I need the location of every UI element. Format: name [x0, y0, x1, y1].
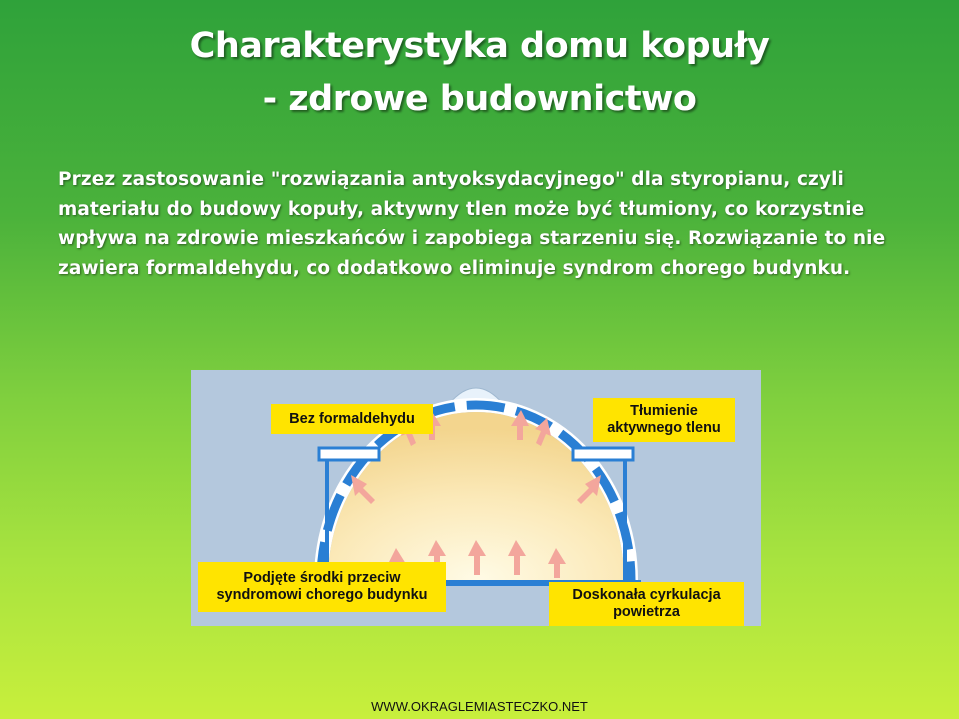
label-no-formaldehyde: Bez formaldehydu: [271, 404, 433, 434]
label-sick-building-measures: Podjęte środki przeciw syndromowi chorego budynku: [198, 562, 446, 612]
dome-diagram: [191, 370, 761, 626]
page-subtitle: - zdrowe budownictwo: [262, 79, 697, 119]
page-title: Charakterystyka domu kopuły: [189, 26, 770, 66]
footer-url: WWW.OKRAGLEMIASTECZKO.NET: [371, 699, 588, 714]
description-paragraph: Przez zastosowanie "rozwiązania antyoksydacyjnego" dla styropianu, czyli materiału do budowy kopuły, aktywny tlen może być tłumiony, co korzystnie wpływa na zdrowie mieszkańców i zapobiega starzeniu się. Rozwiązanie to nie zawiera formaldehydu, co dodatkowo eliminuje syndrom chorego budynku.: [58, 169, 886, 279]
label-air-circulation: Doskonała cyrkulacja powietrza: [549, 582, 744, 626]
label-oxygen-suppression: Tłumienie aktywnego tlenu: [593, 398, 735, 442]
